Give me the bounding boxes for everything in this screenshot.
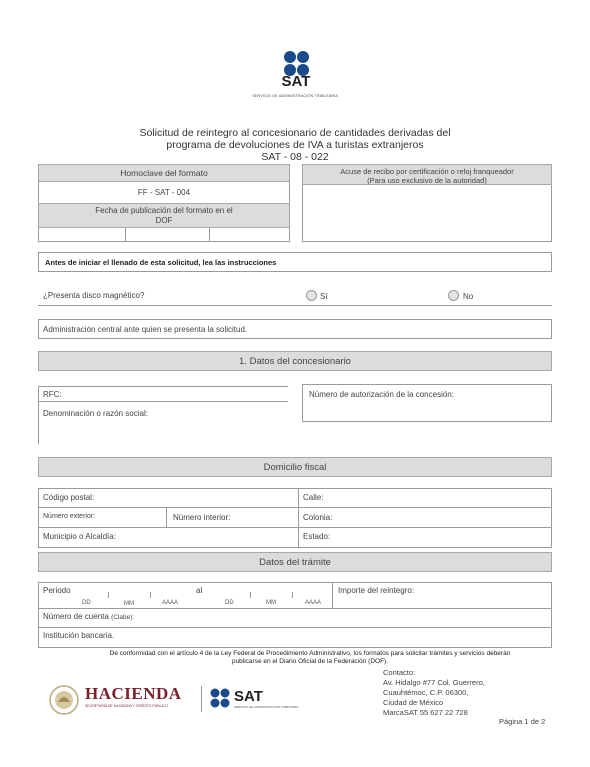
numero-exterior-label: Número exterior:	[43, 513, 96, 520]
importe-label: Importe del reintegro:	[338, 586, 415, 595]
acuse-line2: (Para uso exclusivo de la autoridad)	[367, 176, 487, 185]
contact-line2: Cuauhtémoc, C.P. 06300,	[383, 688, 469, 697]
fecha-label-line1: Fecha de publicación del formato en el	[95, 206, 233, 215]
codigo-postal-label: Código postal:	[43, 493, 95, 502]
hacienda-subtext: SECRETARÍA DE HACIENDA Y CRÉDITO PÚBLICO	[85, 704, 168, 708]
sat-footer-dots-icon	[210, 688, 232, 710]
sat-logo-subtext: SERVICIO DE ADMINISTRACIÓN TRIBUTARIA	[252, 93, 338, 98]
section-domicilio-fiscal: Domicilio fiscal	[38, 457, 552, 477]
legal-line1: De conformidad con el artículo 4 de la Ley Federal de Procedimiento Administrativo, los formatos para solicitar trámites y servicios deberán	[109, 650, 511, 657]
fecha-publicacion-label	[38, 203, 290, 228]
section-datos-concesionario: 1. Datos del concesionario	[38, 351, 552, 371]
form-title-line2: programa de devoluciones de IVA a turistas extranjeros	[166, 139, 424, 151]
logo-divider	[201, 686, 202, 712]
sat-footer-subtext: SERVICIO DE ADMINISTRACIÓN TRIBUTARIA	[234, 705, 299, 709]
numero-col-line	[166, 507, 167, 527]
contact-line4: MarcaSAT 55 627 22 728	[383, 708, 468, 717]
contact-title: Contacto:	[383, 668, 416, 677]
clabe-text: (Clabe):	[111, 614, 135, 621]
hacienda-logo	[48, 682, 198, 718]
sat-logo-text: SAT	[281, 73, 311, 90]
dd2-label: DD	[225, 600, 234, 606]
form-code: SAT - 08 - 022	[261, 151, 329, 163]
disco-underline	[38, 305, 552, 306]
tramite-row-line-1	[38, 608, 552, 609]
aaaa1-label: AAAA	[162, 600, 179, 606]
periodo-tick-2	[150, 592, 151, 598]
fecha-label-line2: DOF	[155, 216, 173, 225]
disco-question: ¿Presenta disco magnético?	[43, 291, 145, 300]
page-number: Página 1 de 2	[499, 717, 546, 726]
numero-cuenta-label	[43, 612, 134, 621]
autorizacion-label: Número de autorización de la concesión:	[309, 390, 454, 399]
numero-cuenta-text: Número de cuenta	[43, 612, 109, 621]
domicilio-row-line-2	[38, 527, 552, 528]
numero-interior-label: Número interior:	[173, 513, 231, 522]
form-title-line1: Solicitud de reintegro al concesionario de cantidades derivadas del	[139, 127, 451, 139]
mexico-seal-icon	[48, 684, 80, 716]
rfc-label: RFC:	[43, 390, 62, 399]
dd1-label: DD	[82, 600, 91, 606]
acuse-line1: Acuse de recibo por certificación o reloj franqueador	[340, 167, 514, 176]
denominacion-label: Denominación o razón social:	[43, 409, 148, 418]
rfc-underline	[38, 401, 288, 402]
al-label: al	[196, 586, 203, 595]
importe-col-line	[332, 582, 333, 608]
periodo-tick-3	[250, 592, 251, 598]
domicilio-col-line	[298, 488, 299, 548]
mm1-label: MM	[124, 601, 134, 607]
instructions-text: Antes de iniciar el llenado de esta solicitud, lea las instrucciones	[45, 258, 277, 267]
contact-line1: Av. Hidalgo #77 Col. Guerrero,	[383, 678, 485, 687]
aaaa2-label: AAAA	[305, 600, 322, 606]
homoclave-label: Homoclave del formato	[38, 164, 290, 182]
colonia-label: Colonia:	[303, 513, 333, 522]
periodo-tick-1	[108, 592, 109, 598]
tramite-row-line-2	[38, 627, 552, 628]
municipio-label: Municipio o Alcaldía:	[43, 532, 116, 541]
hacienda-text: HACIENDA	[85, 684, 182, 703]
institucion-label: Institución bancaria.	[43, 631, 115, 640]
domicilio-row-line-1	[38, 507, 552, 508]
fecha-divider-1	[125, 228, 126, 242]
sat-footer-logo	[210, 688, 310, 712]
disco-si-label: Sí	[320, 292, 328, 301]
periodo-label: Periodo	[43, 586, 71, 595]
mm2-label: MM	[266, 600, 276, 606]
contact-block	[383, 668, 485, 718]
disco-no-radio[interactable]	[448, 290, 459, 301]
legal-note	[40, 650, 580, 666]
disco-si-radio[interactable]	[306, 290, 317, 301]
calle-label: Calle:	[303, 493, 324, 502]
fecha-divider-2	[209, 228, 210, 242]
sat-footer-text: SAT	[234, 688, 263, 705]
administracion-label: Administración central ante quien se presenta la solicitud.	[43, 325, 248, 334]
homoclave-value: FF - SAT - 004	[137, 188, 191, 197]
periodo-tick-4	[292, 592, 293, 598]
contact-line3: Ciudad de México	[383, 698, 444, 707]
disco-no-label: No	[463, 292, 474, 301]
section-datos-tramite: Datos del trámite	[38, 552, 552, 572]
legal-line2: publicarse en el Diario Oficial de la Federación (DOF).	[231, 658, 389, 665]
estado-label: Estado:	[303, 532, 331, 541]
acuse-header	[302, 164, 552, 185]
